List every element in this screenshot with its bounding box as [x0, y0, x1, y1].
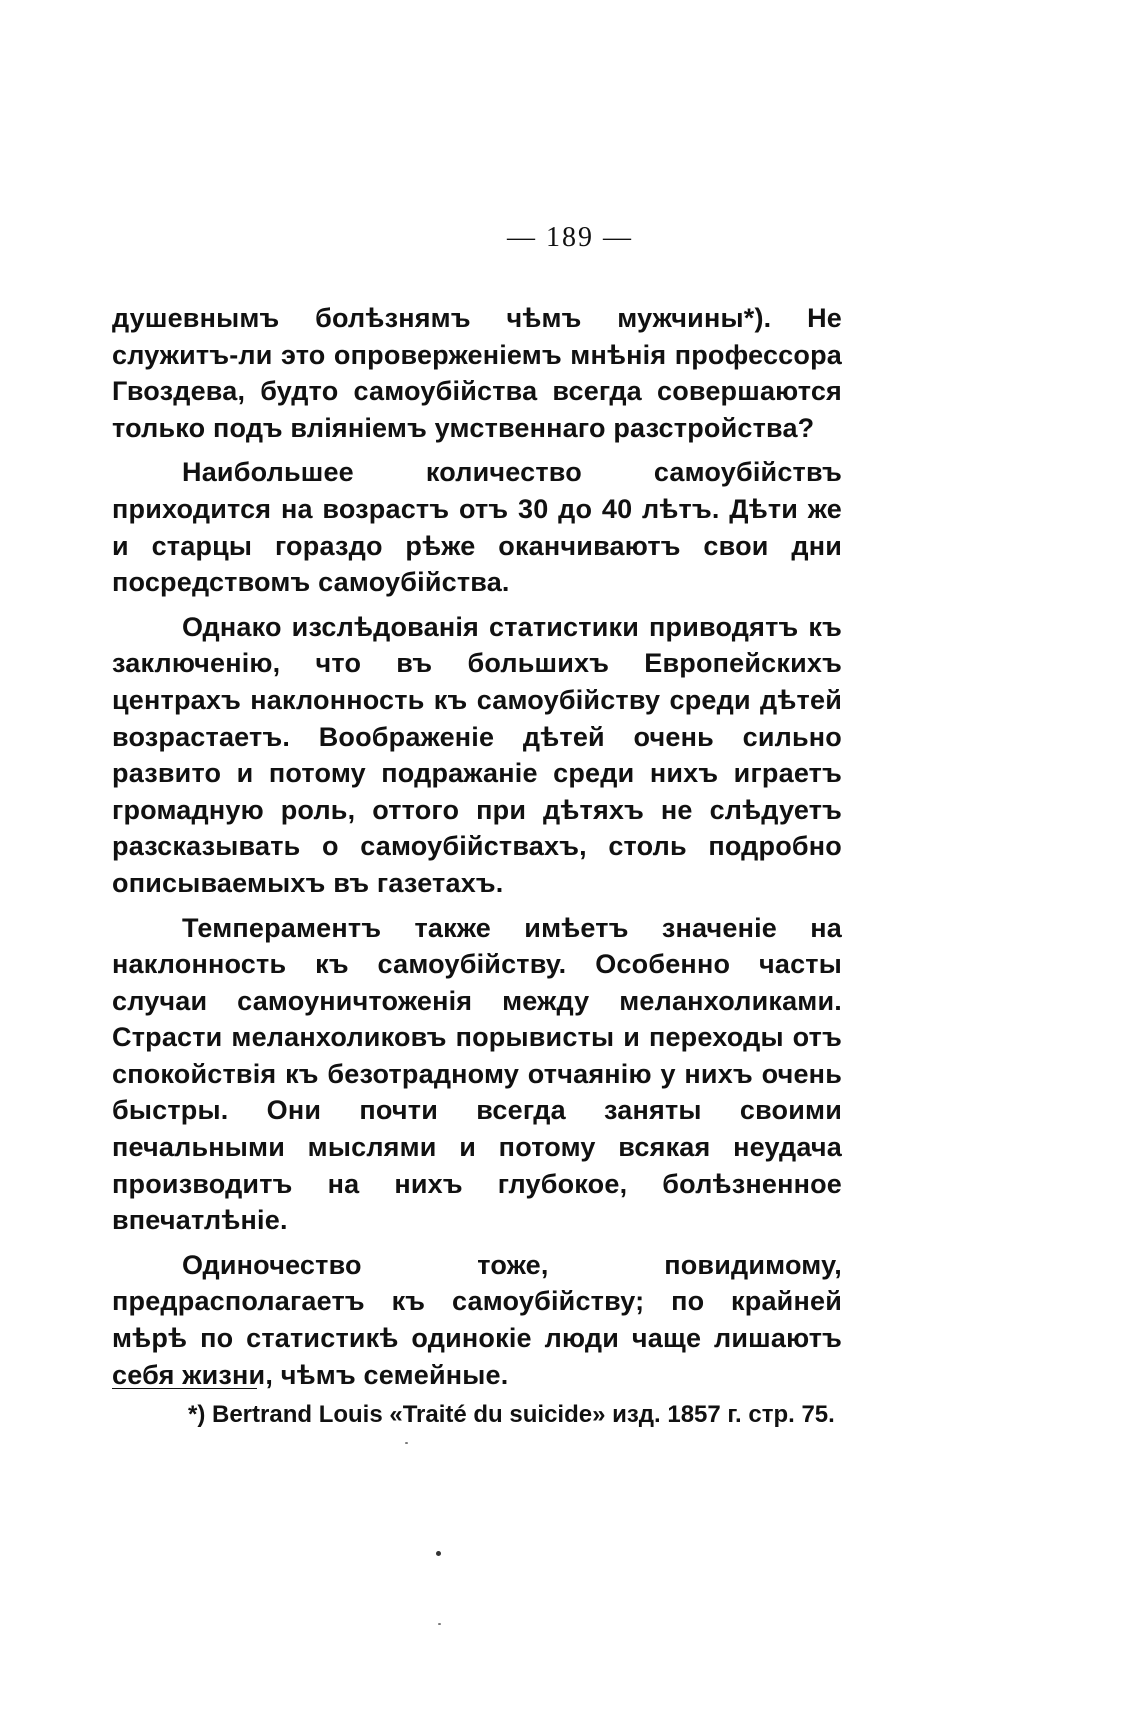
- print-speck: [438, 1623, 441, 1625]
- paragraph-statistics: Однако изслѣдованія статистики приводятъ къ заключенію, что въ большихъ Европейскихъ центрахъ наклонность къ самоубійству среди дѣтей возрастаетъ. Воображеніе дѣтей очень сильно развито и потому подражаніе среди нихъ играетъ громадную роль, оттого при дѣтяхъ не слѣдуетъ разсказывать о самоубійствахъ, столь подробно описываемыхъ въ газетахъ.: [112, 611, 842, 898]
- print-speck: [436, 1551, 441, 1556]
- footnote: *) Bertrand Louis «Traité du suicide» изд. 1857 г. стр. 75.: [188, 1401, 835, 1428]
- paragraph-loneliness: Одиночество тоже, повидимому, предрасполагаетъ къ самоубійству; по крайней мѣрѣ по статистикѣ одинокіе люди чаще лишаютъ себя жизни, чѣмъ семейные.: [112, 1249, 842, 1390]
- footnote-divider: [112, 1388, 257, 1389]
- paragraph-continued: душевнымъ болѣзнямъ чѣмъ мужчины*). Не служитъ-ли это опроверженіемъ мнѣнія профессора Гвоздева, будто самоубійства всегда совершаются только подъ вліяніемъ умственнаго разстройства?: [112, 303, 842, 443]
- print-speck: [405, 1442, 408, 1444]
- paragraph-temperament: Темпераментъ также имѣетъ значеніе на наклонность къ самоубійству. Особенно часты случаи самоуничтоженія между меланхоликами. Страсти меланхоликовъ порывисты и переходы отъ спокойствія къ безотрадному отчаянію у нихъ очень быстры. Они почти всегда заняты своими печальными мыслями и потому всякая неудача производитъ на нихъ глубокое, болѣзненное впечатлѣніе.: [112, 912, 842, 1236]
- page-number: — 189 —: [507, 222, 633, 253]
- main-text: [112, 300, 842, 1401]
- paragraph-age: Наибольшее количество самоубійствъ приходится на возрастъ отъ 30 до 40 лѣтъ. Дѣти же и старцы гораздо рѣже оканчиваютъ свои дни посредствомъ самоубійства.: [112, 457, 842, 598]
